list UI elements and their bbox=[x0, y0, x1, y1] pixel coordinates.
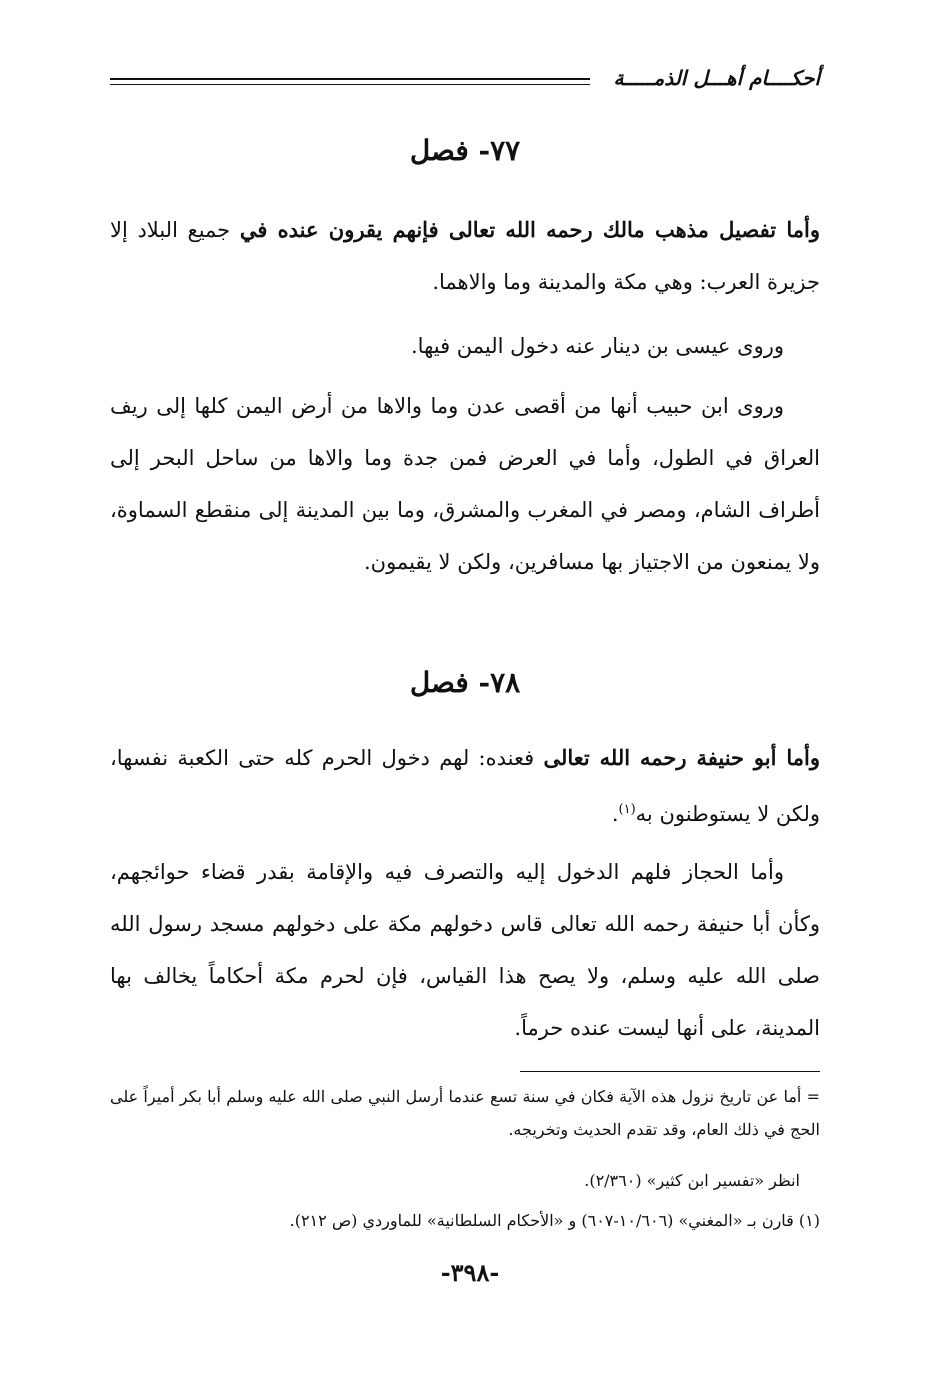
header-title: أحكــــام أهـــل الذمـــــة bbox=[603, 66, 820, 90]
paragraph-text: وأما الحجاز فلهم الدخول إليه والتصرف فيه والإقامة بقدر قضاء حوائجهم، وكأن أبا حنيفة رحمه الله تعالى قاس دخولهم مكة على دخولهم مسجد رسول الله صلى الله عليه وسلم، ولا يصح هذا القياس، فإن لحرم مكة أحكاماً يخالف بها المدينة، على أنها ليست عنده حرماً. bbox=[110, 860, 820, 1040]
section-heading-78: ٧٨- فصل bbox=[409, 666, 521, 699]
paragraph-hanafi-view bbox=[110, 732, 820, 840]
section-heading-77: ٧٧- فصل bbox=[409, 134, 521, 167]
paragraph-bold-lead: وأما أبو حنيفة رحمه الله تعالى bbox=[543, 745, 821, 770]
footnote-1: (١) قارن بـ «المغني» (١٠/٦٠٦-٦٠٧) و «الأحكام السلطانية» للماوردي (ص ٢١٢). bbox=[289, 1211, 820, 1230]
paragraph-text: وروى ابن حبيب أنها من أقصى عدن وما والاها من أرض اليمن كلها إلى ريف العراق في الطول، وأما في العرض فمن جدة وما والاها من ساحل البحر إلى أطراف الشام، ومصر في المغرب والمشرق، وما بين المدينة إلى منقطع السماوة، ولا يمنعون من الاجتياز بها مسافرين، ولكن لا يقيمون. bbox=[110, 394, 820, 574]
page-number: -٣٩٨- bbox=[440, 1258, 500, 1287]
paragraph-text: وروى عيسى بن دينار عنه دخول اليمن فيها. bbox=[411, 334, 784, 358]
paragraph-bold-lead: وأما تفصيل مذهب مالك رحمه الله تعالى فإنهم يقرون عنده في bbox=[239, 217, 820, 242]
header-rule-bottom bbox=[110, 84, 590, 85]
paragraph-ibn-habib-narration bbox=[110, 380, 820, 588]
paragraph-isa-narration bbox=[110, 320, 820, 372]
paragraph-maliki-view bbox=[110, 204, 820, 308]
footnote-continued: = أما عن تاريخ نزول هذه الآية فكان في سنة تسع عندما أرسل النبي صلى الله عليه وسلم أبا بكر أميراً على الحج في ذلك العام، وقد تقدم الحديث وتخريجه. bbox=[110, 1087, 821, 1139]
header-rule-top bbox=[110, 78, 590, 80]
paragraph-tail: . bbox=[611, 802, 619, 826]
running-header bbox=[110, 66, 820, 96]
paragraph-text: جميع البلاد إلا جزيرة العرب: وهي مكة والمدينة وما والاهما. bbox=[110, 218, 820, 294]
footnote-separator bbox=[520, 1071, 820, 1072]
paragraph-hijaz-ruling bbox=[110, 846, 820, 1054]
paragraph-text: فعنده: لهم دخول الحرم كله حتى الكعبة نفسها، ولكن لا يستوطنون به bbox=[110, 746, 820, 826]
footnote-reference: انظر «تفسير ابن كثير» (٢/٣٦٠). bbox=[584, 1171, 800, 1190]
footnote-marker: (١) bbox=[618, 802, 636, 817]
